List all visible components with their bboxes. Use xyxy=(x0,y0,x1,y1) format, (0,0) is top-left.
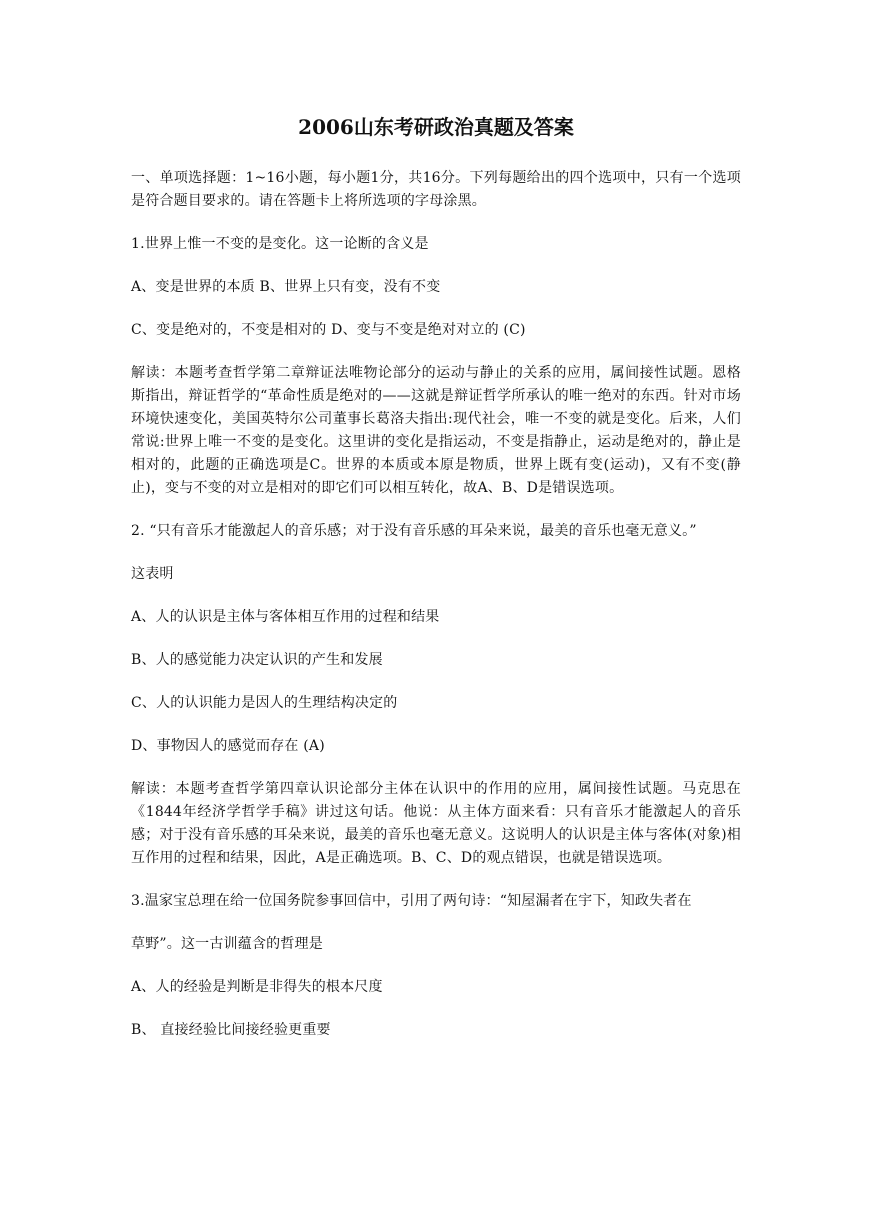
question-1-stem: 1.世界上惟一不变的是变化。这一论断的含义是 xyxy=(131,236,429,252)
question-2-option-a: A、人的认识是主体与客体相互作用的过程和结果 xyxy=(131,609,440,625)
document-body xyxy=(131,112,741,1062)
document-title: 2006山东考研政治真题及答案 xyxy=(298,115,574,139)
question-1-options-ab: A、变是世界的本质 B、世界上只有变，没有不变 xyxy=(131,279,441,295)
question-1-explanation: 解读：本题考查哲学第二章辩证法唯物论部分的运动与静止的关系的应用，属间接性试题。恩格斯指出，辩证哲学的“革命性质是绝对的——这就是辩证哲学所承认的唯一绝对的东西。针对市场环境快速变化，美国英特尔公司董事长葛洛夫指出:现代社会，唯一不变的就是变化。后来，人们常说:世界上唯一不变的是变化。这里讲的变化是指运动，不变是指静止，运动是绝对的，静止是相对的，此题的正确选项是C。世界的本质或本原是物质，世界上既有变(运动)，又有不变(静止)，变与不变的对立是相对的即它们可以相互转化，故A、B、D是错误选项。 xyxy=(131,365,741,496)
question-1-options-cd: C、变是绝对的，不变是相对的 D、变与不变是绝对对立的 (C) xyxy=(131,322,526,338)
question-3-stem: 3.温家宝总理在给一位国务院参事回信中，引用了两句诗：“知屋漏者在宇下，知政失者在 xyxy=(131,893,692,909)
question-2-stem-continued: 这表明 xyxy=(131,566,174,582)
question-3-stem-continued: 草野”。这一古训蕴含的哲理是 xyxy=(131,936,323,952)
question-2-stem: 2. “只有音乐才能激起人的音乐感；对于没有音乐感的耳朵来说，最美的音乐也毫无意义。” xyxy=(131,523,697,539)
question-3-option-b: B、 直接经验比间接经验更重要 xyxy=(131,1022,331,1038)
question-2-option-d: D、事物因人的感觉而存在 (A) xyxy=(131,738,325,754)
section-instructions: 一、单项选择题：1~16小题，每小题1分，共16分。下列每题给出的四个选项中，只有一个选项是符合题目要求的。请在答题卡上将所选项的字母涂黑。 xyxy=(131,170,741,209)
question-2-option-b: B、人的感觉能力决定认识的产生和发展 xyxy=(131,652,383,668)
question-2-explanation: 解读：本题考查哲学第四章认识论部分主体在认识中的作用的应用，属间接性试题。马克思在《1844年经济学哲学手稿》讲过这句话。他说：从主体方面来看：只有音乐才能激起人的音乐感；对于没有音乐感的耳朵来说，最美的音乐也毫无意义。这说明人的认识是主体与客体(对象)相互作用的过程和结果，因此，A是正确选项。B、C、D的观点错误，也就是错误选项。 xyxy=(131,781,741,866)
question-2-option-c: C、人的认识能力是因人的生理结构决定的 xyxy=(131,695,398,711)
question-3-option-a: A、人的经验是判断是非得失的根本尺度 xyxy=(131,979,383,995)
